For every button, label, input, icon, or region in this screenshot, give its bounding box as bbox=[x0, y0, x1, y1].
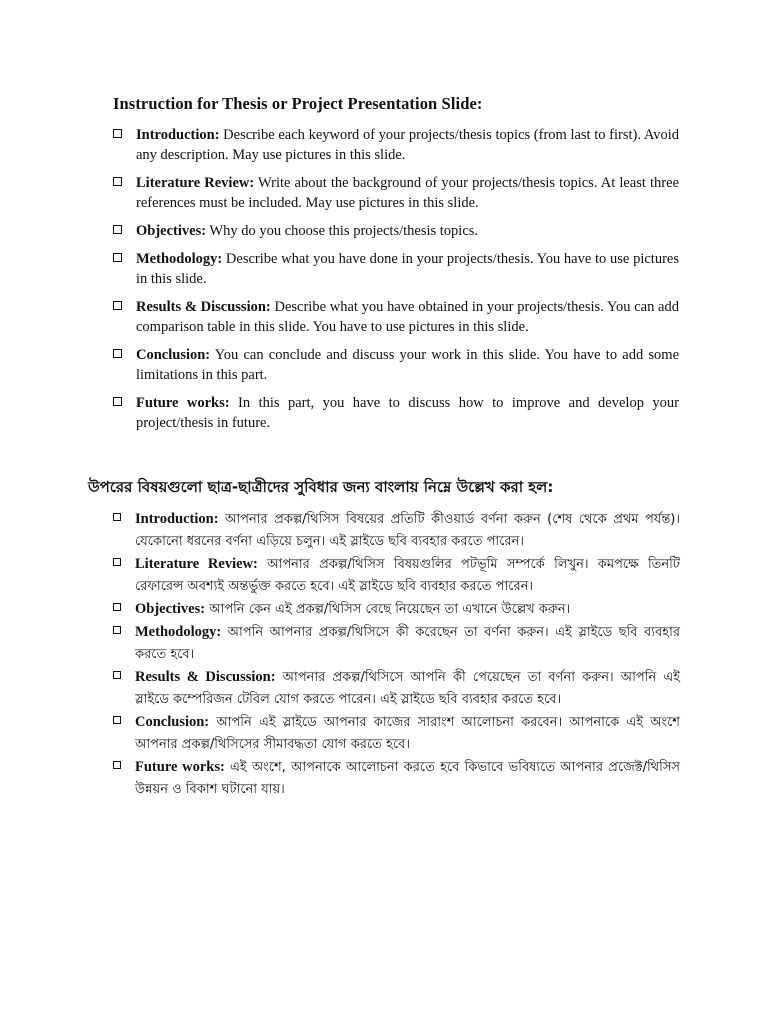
item-term: Literature Review: bbox=[136, 175, 255, 191]
list-item bbox=[113, 756, 680, 801]
checkbox-bullet-icon bbox=[113, 761, 121, 769]
item-term: Objectives: bbox=[135, 601, 206, 617]
list-item bbox=[113, 598, 680, 621]
list-item bbox=[113, 125, 679, 165]
list-item bbox=[113, 345, 679, 385]
item-term: Future works: bbox=[135, 759, 225, 775]
item-term: Objectives: bbox=[136, 223, 207, 239]
english-instruction-list bbox=[113, 125, 679, 441]
item-description: আপনার প্রকল্প/থিসিস বিষয়ের প্রতিটি কীওয়ার্ড বর্ণনা করুন (শেষ থেকে প্রথম পর্যন্ত)। যেকোনো ধরনের বর্ণনা এড়িয়ে চলুন। এই স্লাইডে ছবি ব্যবহার করতে পারেন। bbox=[135, 512, 680, 549]
item-term: Introduction: bbox=[136, 127, 220, 143]
checkbox-bullet-icon bbox=[113, 225, 122, 234]
checkbox-bullet-icon bbox=[113, 513, 121, 521]
item-description: Describe what you have obtained in your projects/thesis. You can add comparison table in this slide. You have to use pictures in this slide. bbox=[136, 299, 679, 335]
item-description: Describe each keyword of your projects/thesis topics (from last to first). Avoid any description. May use pictures in this slide. bbox=[136, 127, 679, 163]
checkbox-bullet-icon bbox=[113, 626, 121, 634]
item-description: আপনি এই স্লাইডে আপনার কাজের সারাংশ আলোচনা করবেন। আপনাকে এই অংশে আপনার প্রকল্প/থিসিসের সীমাবদ্ধতা যোগ করতে হবে। bbox=[135, 715, 680, 752]
checkbox-bullet-icon bbox=[113, 397, 122, 406]
item-description: আপনার প্রকল্প/থিসিসে আপনি কী পেয়েছেন তা বর্ণনা করুন। আপনি এই স্লাইডে কম্পেরিজন টেবিল যোগ করতে পারেন। এই স্লাইডে ছবি ব্যবহার করতে হবে। bbox=[135, 670, 681, 707]
checkbox-bullet-icon bbox=[113, 603, 121, 611]
list-item bbox=[113, 297, 679, 337]
list-item bbox=[113, 666, 680, 711]
list-item bbox=[113, 249, 679, 289]
item-description: Why do you choose this projects/thesis topics. bbox=[206, 223, 479, 239]
checkbox-bullet-icon bbox=[113, 177, 122, 186]
item-term: Methodology: bbox=[136, 251, 223, 267]
bangla-instruction-list bbox=[113, 508, 680, 801]
bangla-heading: উপরের বিষয়গুলো ছাত্র-ছাত্রীদের সুবিধার জন্য বাংলায় নিম্নে উল্লেখ করা হল: bbox=[88, 478, 554, 496]
checkbox-bullet-icon bbox=[113, 716, 121, 724]
checkbox-bullet-icon bbox=[113, 349, 122, 358]
list-item bbox=[113, 221, 679, 241]
list-item bbox=[113, 553, 680, 598]
checkbox-bullet-icon bbox=[113, 253, 122, 262]
checkbox-bullet-icon bbox=[113, 558, 121, 566]
item-description: আপনি কেন এই প্রকল্প/থিসিস বেছে নিয়েছেন তা এখানে উল্লেখ করুন। bbox=[205, 602, 571, 617]
item-term: Future works: bbox=[136, 395, 230, 411]
item-description: Write about the background of your projects/thesis topics. At least three references must be included. May use pictures in this slide. bbox=[136, 175, 680, 211]
item-description: Describe what you have done in your projects/thesis. You have to use pictures in this slide. bbox=[136, 251, 679, 287]
list-item bbox=[113, 711, 680, 756]
list-item bbox=[113, 621, 680, 666]
item-term: Methodology: bbox=[135, 624, 222, 640]
item-term: Results & Discussion: bbox=[136, 299, 271, 315]
checkbox-bullet-icon bbox=[113, 671, 121, 679]
item-term: Results & Discussion: bbox=[135, 669, 276, 685]
item-description: You can conclude and discuss your work in this slide. You have to add some limitations in this part. bbox=[136, 347, 679, 383]
checkbox-bullet-icon bbox=[113, 129, 122, 138]
item-term: Literature Review: bbox=[135, 556, 258, 572]
list-item bbox=[113, 508, 680, 553]
item-description: In this part, you have to discuss how to improve and develop your project/thesis in future. bbox=[136, 395, 679, 431]
list-item bbox=[113, 393, 679, 433]
checkbox-bullet-icon bbox=[113, 301, 122, 310]
item-description: আপনি আপনার প্রকল্প/থিসিসে কী করেছেন তা বর্ণনা করুন। এই স্লাইডে ছবি ব্যবহার করতে হবে। bbox=[135, 625, 680, 662]
item-description: এই অংশে, আপনাকে আলোচনা করতে হবে কিভাবে ভবিষ্যতে আপনার প্রজেক্ট/থিসিস উন্নয়ন ও বিকাশ ঘটানো যায়। bbox=[135, 760, 680, 797]
item-term: Conclusion: bbox=[136, 347, 211, 363]
item-description: আপনার প্রকল্প/থিসিস বিষয়গুলির পটভূমি সম্পর্কে লিখুন। কমপক্ষে তিনটি রেফারেন্স অবশ্যই অন্তর্ভুক্ত করতে হবে। এই স্লাইডে ছবি ব্যবহার করতে পারেন। bbox=[135, 557, 680, 594]
item-term: Introduction: bbox=[135, 511, 219, 527]
document-title: Instruction for Thesis or Project Presentation Slide: bbox=[113, 94, 483, 113]
list-item bbox=[113, 173, 679, 213]
item-term: Conclusion: bbox=[135, 714, 210, 730]
